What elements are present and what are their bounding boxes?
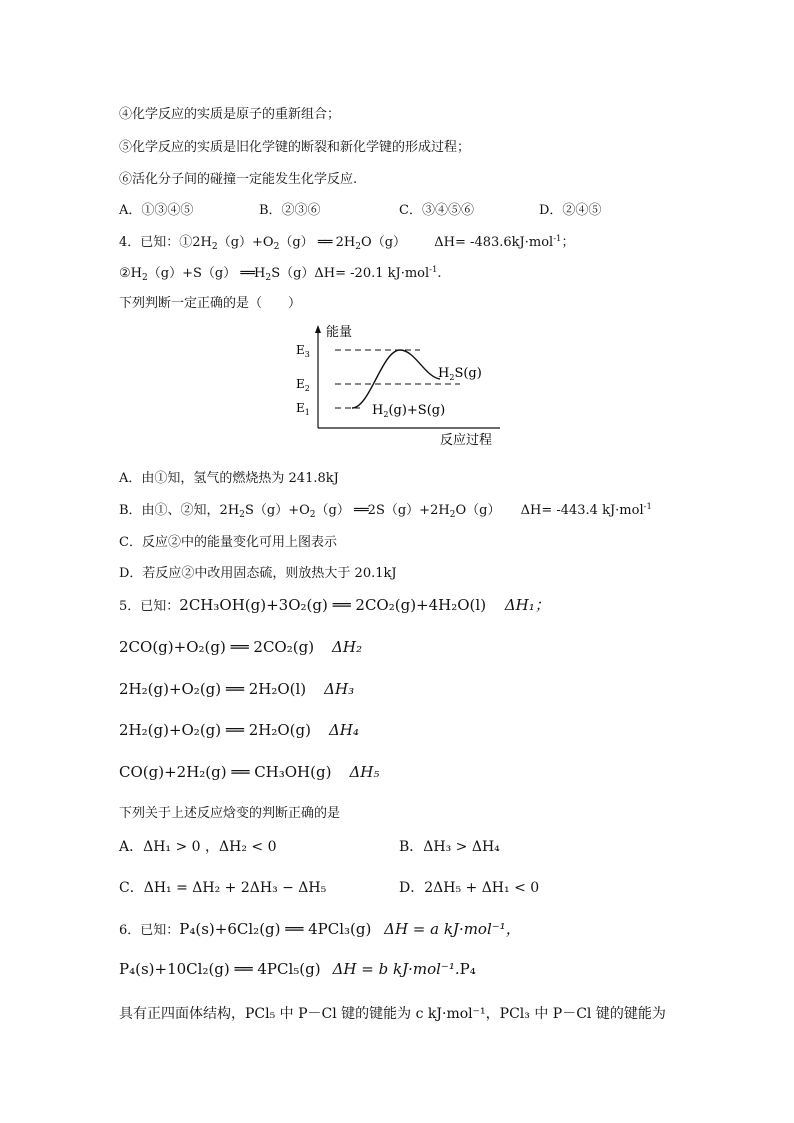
statement-6: ⑥活化分子间的碰撞一定能发生化学反应. xyxy=(119,172,358,187)
q6-equation-2: P₄(s)+10Cl₂(g) ══ 4PCl₅(g) ΔH = b kJ·mol⁻¹.P₄ xyxy=(119,960,476,978)
product-label: $H_2S(g)$ xyxy=(438,366,482,382)
q3-option-d: D．②④⑤ xyxy=(539,203,602,218)
reactant-label: $H_2(g)+S(g)$ xyxy=(372,403,446,419)
e2-label: $E_2$ xyxy=(296,377,310,393)
q6-equation-1: 6．已知：P₄(s)+6Cl₂(g) ══ 4PCl₃(g) ΔH = a kJ·mol⁻¹， xyxy=(119,920,521,938)
q5-option-b: B．ΔH₃ > ΔH₄ xyxy=(399,839,500,855)
statement-5: ⑤化学反应的实质是旧化学键的断裂和新化学键的形成过程； xyxy=(119,140,471,155)
q5-equation-3: 2H₂(g)+O₂(g) ══ 2H₂O(l) ΔH₃ xyxy=(119,680,355,698)
q5-option-a: A．ΔH₁ > 0 ，ΔH₂ < 0 xyxy=(119,839,277,855)
q5-equation-2: 2CO(g)+O₂(g) ══ 2CO₂(g) ΔH₂ xyxy=(119,638,362,656)
q4-option-b: B．由①、②知，$2H_2S(g)+O_2(g)$ $══2S(g)+2H_2O(g)$ ΔH= -443.4 kJ·mol$^{-1}$ xyxy=(119,501,652,520)
q4-option-c: C．反应②中的能量变化可用上图表示 xyxy=(119,535,337,550)
q5-option-c: C．ΔH₁ = ΔH₂ + 2ΔH₃ − ΔH₅ xyxy=(119,880,327,896)
q5-equation-1: 5．已知：2CH₃OH(g)+3O₂(g) ══ 2CO₂(g)+4H₂O(l) ΔH₁； xyxy=(119,596,550,614)
q3-option-a: A．①③④⑤ xyxy=(119,203,194,218)
energy-diagram xyxy=(290,322,520,452)
e3-label: $E_3$ xyxy=(296,343,310,359)
q3-option-b: B．②③⑥ xyxy=(259,203,321,218)
q4-reaction-2: $②H_2(g)+S(g)$ $══H_2S(g)\Delta H= -20.1$ kJ·mol$^{-1}$. xyxy=(119,264,442,283)
q5-equation-5: CO(g)+2H₂(g) ══ CH₃OH(g) ΔH₅ xyxy=(119,763,380,781)
q6-last-line: 具有正四面体结构，PCl₅ 中 P－Cl 键的键能为 c kJ·mol⁻¹，PCl₃ 中 P－Cl 键的键能为 xyxy=(119,1006,666,1022)
q4-reaction-1: 4．已知：$①2H_2(g)+O_2(g)$ ══ $2H_2O(g)$ ΔH= -483.6kJ·mol$^{-1}$； xyxy=(119,233,575,252)
q3-option-c: C．③④⑤⑥ xyxy=(399,203,474,218)
q5-option-d: D．2ΔH₅ + ΔH₁ < 0 xyxy=(399,880,540,896)
q5-equation-4: 2H₂(g)+O₂(g) ══ 2H₂O(g) ΔH₄ xyxy=(119,721,359,739)
q4-option-d: D．若反应②中改用固态硫，则放热大于 20.1kJ xyxy=(119,566,397,581)
q4-option-a: A．由①知，氢气的燃烧热为 241.8kJ xyxy=(119,471,339,486)
q4-question: 下列判断一定正确的是（ ） xyxy=(119,296,302,311)
y-axis-label: 能量 xyxy=(326,325,353,340)
e1-label: $E_1$ xyxy=(296,401,310,417)
q5-question: 下列关于上述反应焓变的判断正确的是 xyxy=(119,806,341,821)
x-axis-label: 反应过程 xyxy=(440,433,493,448)
statement-4: ④化学反应的实质是原子的重新组合； xyxy=(119,107,341,122)
